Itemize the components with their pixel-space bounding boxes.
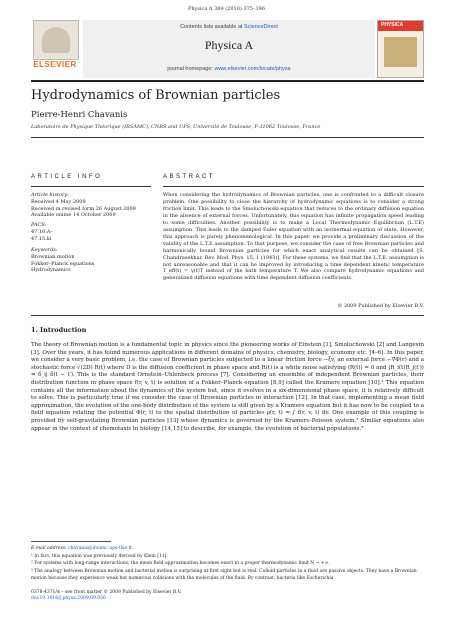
tree-logo-icon (33, 20, 79, 60)
divider (31, 315, 424, 316)
footnote-2: ² For systems with long-range interactions, the mean field approximation becomes exact in a proper thermodynamic limit N → +∞. (31, 561, 330, 567)
divider (31, 137, 424, 138)
homepage-link[interactable]: www.elsevier.com/locate/physa (214, 66, 291, 72)
info-divider (31, 186, 151, 187)
page-footer (31, 590, 182, 603)
keywords-label: Keywords: (31, 247, 58, 253)
front-matter-line: 0378-4371/$ – see front matter © 2009 Published by Elsevier B.V. (31, 590, 182, 595)
publisher-name: ELSEVIER (33, 60, 77, 69)
article-title: Hydrodynamics of Brownian particles (31, 88, 281, 103)
journal-name: Physica A (204, 38, 254, 52)
section-heading: 1. Introduction (31, 326, 87, 334)
copyright-notice: © 2009 Published by Elsevier B.V. (337, 303, 424, 309)
keyword: Hydrodynamics (31, 267, 71, 274)
pacs-item: 47.10.A– (31, 228, 54, 235)
keyword: Fokker–Planck equations (31, 260, 95, 267)
article-history (31, 192, 151, 219)
sciencedirect-link[interactable]: ScienceDirect (243, 24, 278, 30)
affiliation: Laboratoire de Physique Théorique (IRSAMC), CNRS and UPS, Université de Toulouse, F-31062 Toulouse, France (31, 124, 321, 130)
abstract-heading: ABSTRACT (163, 174, 216, 180)
cover-title: PHYSICA (381, 22, 404, 28)
footnote-3: ³ The analogy between Brownian motion and bacterial motion is surprising at first sight but is real. Colloid particles in a fluid are passive objects. They have a Brownian motion because they experience weak but numerous collisions with the molecules of the fluid. By contrast, bacteria like Escherichia (31, 568, 417, 582)
doi-link[interactable]: doi:10.1016/j.physa.2009.09.050 (31, 596, 106, 602)
history-item: Received in revised form 26 August 2009 (31, 205, 136, 212)
keywords-block (31, 247, 151, 274)
footnote-1: ¹ In fact, this equation was previously derived by Klein [11]. (31, 553, 168, 559)
contents-line: Contents lists available at ScienceDirect (180, 24, 278, 30)
history-item: Received 4 May 2009 (31, 198, 86, 205)
author-email-link[interactable]: chavanis@irsamc.ups-tlse.fr. (67, 546, 134, 551)
history-label: Article history: (31, 192, 69, 198)
journal-citation: Physica A 389 (2010) 375–396 (187, 6, 266, 12)
elsevier-logo (31, 20, 79, 78)
introduction-text: The theory of Brownian motion is a fundamental topic in physics since the pioneering works of Einstein [1], Smoluchowski [2] and Langevin [3]. Over the years, it has found numerous applications in different domains of physics, chemistry, biology, economy etc. [4–6]. In this paper, we consider a very basic problem, i.e. the case of Brownian particles subjected to a linear friction force −ξv, an external force −∇Φ(r) and a stochastic force √(2D) R(t) where D is the diffusion coefficient in phase space and R(t) is a white noise satisfying ⟨R(t)⟩ = 0 and ⟨R_i(t)R_j(t′)⟩ = δ_ij δ(t − t′). This is the standard Ornstein–Uhlenbeck process [7]. Considering an ensemble of independent Brownian particles, their distribution function in phase space f(r, v, t) is solution of a Fokker–Planck equation [8,9] called the Kramers equation [10].¹ This equation contains all the information about the dynamics of the system but, since it evolves in a six-dimensional phase space, it is relatively difficult to solve. This is particularly true if we consider the case of Brownian particles in interaction [12]. In that case, implementing a mean field approximation, the evolution of the one-body distribution of the system is still given by a Kramers equation but it has now to be coupled to a field equation relating the potential Φ(r, t) to the spatial distribution of particles ρ(r, t) = ∫ f(r, v, t) dv. One example of this coupling is provided by self-gravitating Brownian particles [13] whose dynamics is governed by the Kramers–Poisson system.² Similar equations also appear in the context of chemotaxis in biology [14,15] to describe, for example, the evolution of bacterial populations.³ (31, 342, 424, 432)
author-name: Pierre-Henri Chavanis (31, 110, 128, 120)
history-item: Available online 14 October 2009 (31, 212, 116, 219)
journal-info-box (83, 20, 375, 78)
header-divider (31, 80, 424, 82)
footnotes (31, 545, 424, 583)
journal-masthead (31, 20, 424, 78)
cover-art-icon (384, 37, 417, 67)
email-line: E-mail address: chavanis@irsamc.ups-tlse.fr. (31, 546, 134, 551)
keyword: Brownian motion (31, 253, 75, 260)
pacs-label: PACS: (31, 222, 47, 228)
abstract-text: When considering the hydrodynamics of Brownian particles, one is confronted to a difficult closure problem. One possibility to close the hierarchy of hydrodynamic equations is to consider a strong friction limit. This leads to the Smoluchowski equation that reduces to the ordinary diffusion equation in the absence of external forces. Unfortunately, this equation has infinite propagation speed leading to some difficulties. Another possibility is to make a Local Thermodynamic Equilibrium (L.T.E) assumption. This leads to the damped Euler equation with an isothermal equation of state. However, this approach is purely phenomenological. In this paper, we provide a preliminary discussion of the validity of the L.T.E assumption. To that purpose, we consider the case of free Brownian particles and harmonically bound Brownian particles for which exact analytical results can be obtained [S. Chandrasekhar, Rev. Mod. Phys. 15, 1 (1943)]. For these systems, we find that the L.T.E. assumption is not unreasonable and that it can be improved by introducing a time dependent kinetic temperature T_eff(t) = γ(t)T instead of the bath temperature T. We also compare hydrodynamic equations and generalized diffusion equations with time dependent diffusion coefficients. (163, 192, 424, 282)
pacs-item: 47.15.ki (31, 235, 52, 242)
journal-cover (377, 20, 424, 78)
article-info-heading: ARTICLE INFO (31, 174, 103, 180)
homepage-line: journal homepage: www.elsevier.com/locate/physa (167, 66, 291, 72)
abstract-divider (163, 186, 424, 187)
footnote-divider (31, 541, 111, 542)
pacs-block (31, 222, 151, 242)
